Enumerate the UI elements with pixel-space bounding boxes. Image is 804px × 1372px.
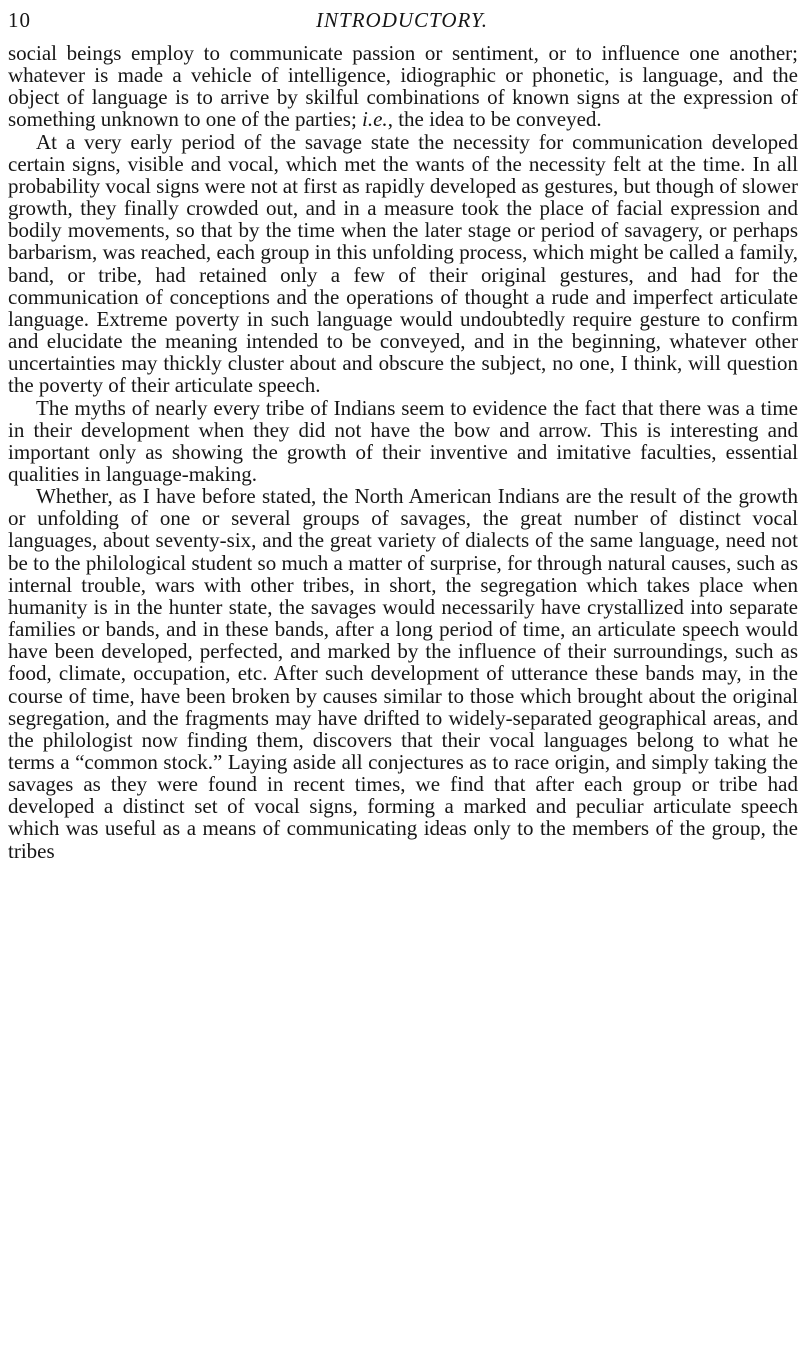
body-text (8, 42, 798, 862)
paragraph-1-italic-abbrev: i.e. (362, 107, 388, 132)
paragraph-3: The myths of nearly every tribe of Indians seem to evidence the fact that there was a time in their development when they did not have the bow and arrow. This is interesting and important only as showing the growth of their inventive and imitative faculties, essential qualities in language-making. (8, 395, 798, 486)
page-header (8, 2, 796, 38)
page-number: 10 (8, 8, 31, 32)
paragraph-2: At a very early period of the savage state the necessity for communication developed certain signs, visible and vocal, which met the wants of the necessity felt at the time. In all probability vocal signs were not at first as rapidly developed as gestures, but though of slower growth, they finally crowded out, and in a measure took the place of facial expression and bodily movements, so that by the time when the later stage or period of savagery, or perhaps barbarism, was reached, each group in this unfolding process, which might be called a family, band, or tribe, had retained only a few of their original gestures, and had for the communication of conceptions and the operations of thought a rude and imperfect articulate language. Extreme poverty in such language would undoubtedly require gesture to confirm and elucidate the meaning intended to be conveyed, and in the beginning, whatever other uncertainties may thickly cluster about and obscure the subject, no one, I think, will question the poverty of their articulate speech. (8, 129, 798, 398)
paragraph-1-text-b: , the idea to be conveyed. (387, 107, 602, 132)
running-head: INTRODUCTORY. (316, 8, 488, 32)
paragraph-continuation (8, 42, 798, 131)
paragraph-1-text-a: social beings employ to communicate passion or sentiment, or to influence one another; whatever is made a vehicle of intelligence, idiographic or phonetic, is language, and the object of language is to arrive by skilful combinations of known signs at the expression of something unknown to one of the parties; (8, 41, 798, 132)
paragraph-4: Whether, as I have before stated, the North American Indians are the result of the growth or unfolding of one or several groups of savages, the great number of distinct vocal languages, about seventy-six, and the great variety of dialects of the same language, need not be to the philological student so much a matter of surprise, for through natural causes, such as internal trouble, wars with other tribes, in short, the segregation which takes place when humanity is in the hunter state, the savages would necessarily have crystallized into separate families or bands, and in these bands, after a long period of time, an articulate speech would have been developed, perfected, and marked by the influence of their surroundings, such as food, climate, occupation, etc. After such development of utterance these bands may, in the course of time, have been broken by causes similar to those which brought about the original segregation, and the fragments may have drifted to widely-separated geographical areas, and the philologist now finding them, discovers that their vocal languages belong to what he terms a “common stock.” Laying aside all conjectures as to race origin, and simply taking the savages as they were found in recent times, we find that after each group or tribe had developed a distinct set of vocal signs, forming a marked and peculiar articulate speech which was useful as a means of communicating ideas only to the members of the group, the tribes (8, 484, 798, 863)
